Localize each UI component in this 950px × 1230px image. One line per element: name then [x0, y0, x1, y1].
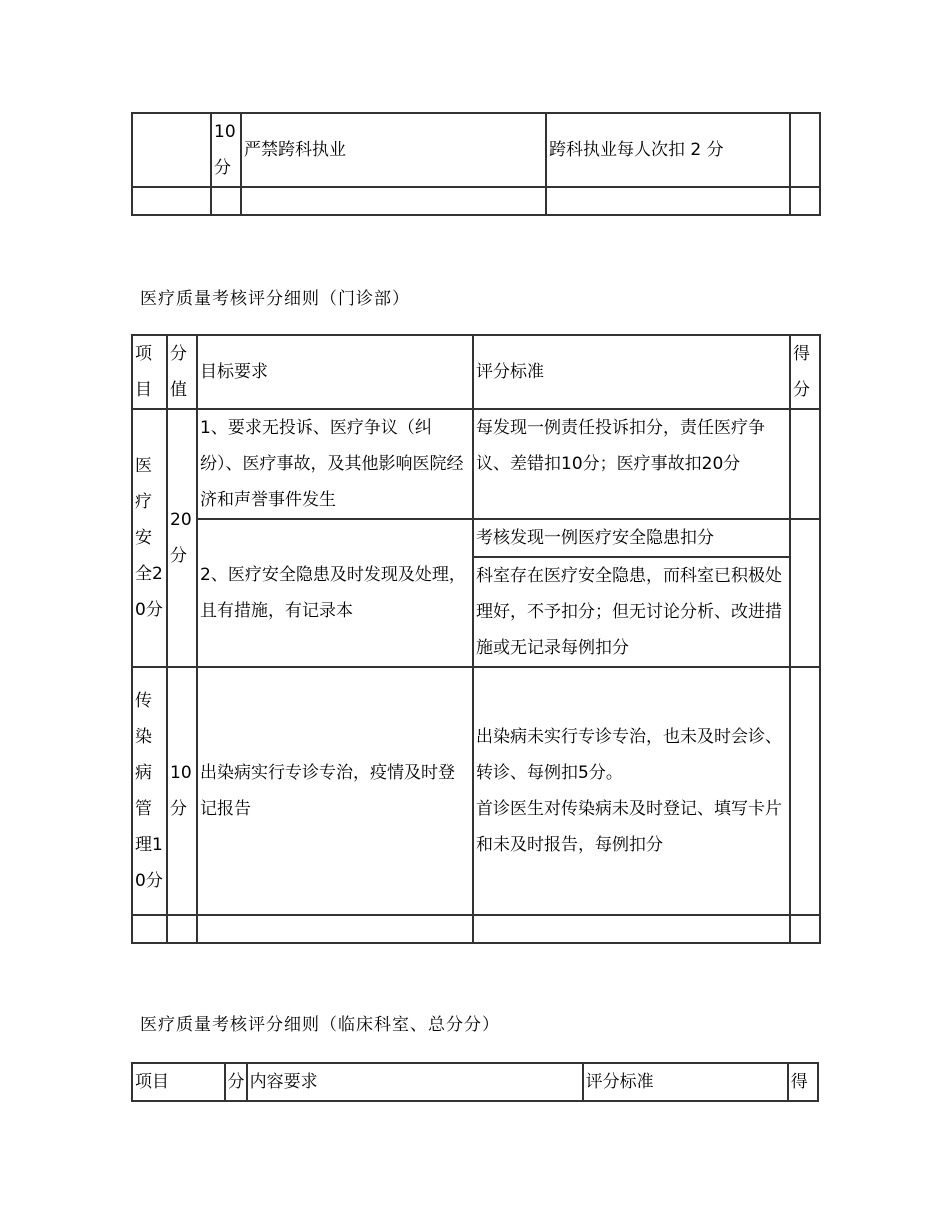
header-content: 内容要求: [247, 1063, 583, 1101]
cell-standard-safety-2a: 考核发现一例医疗安全隐患扣分: [473, 519, 790, 557]
cell-project-infection: 传染病管理10分: [132, 667, 167, 915]
cell-standard-safety-2b: 科室存在医疗安全隐患，而科室已积极处理好，不予扣分；但无讨论分析、改进措施或无记录每例扣分: [473, 557, 790, 667]
section-title-clinical: 医疗质量考核评分细则（临床科室、总分分）: [140, 1015, 500, 1035]
header-score: 分: [225, 1063, 247, 1101]
cell-empty: [167, 915, 197, 943]
section-title-outpatient: 医疗质量考核评分细则（门诊部）: [140, 289, 410, 309]
standard-infection-a: 出染病未实行专诊专治，也未及时会诊、转诊、每例扣5分。: [476, 727, 782, 783]
cell-empty: [211, 187, 241, 215]
cell-project: [132, 113, 211, 187]
standard-infection-b: 首诊医生对传染病未及时登记、填写卡片和未及时报告，每例扣分: [476, 799, 782, 855]
cell-got: [790, 519, 820, 667]
cell-empty: [546, 187, 790, 215]
cell-score-infection: 10分: [167, 667, 197, 915]
cell-score-safety: 20分: [167, 409, 197, 667]
cell-standard-infection: [473, 667, 790, 915]
header-standard: 评分标准: [583, 1063, 788, 1101]
header-project: 项目: [132, 1063, 225, 1101]
cell-goal-infection: 出染病实行专诊专治，疫情及时登记报告: [197, 667, 473, 915]
cell-goal-safety-2: 2、医疗安全隐患及时发现及处理，且有措施，有记录本: [197, 519, 473, 667]
cell-empty: [241, 187, 546, 215]
cell-standard-safety-1: 每发现一例责任投诉扣分，责任医疗争议、差错扣10分；医疗事故扣20分: [473, 409, 790, 519]
cell-empty: [132, 187, 211, 215]
header-goal: 目标要求: [197, 335, 473, 409]
header-project: 项目: [132, 335, 167, 409]
cell-empty: [790, 187, 820, 215]
cell-empty: [473, 915, 790, 943]
cell-got: [790, 409, 820, 519]
cell-empty: [790, 915, 820, 943]
cell-goal-safety-1: 1、要求无投诉、医疗争议（纠纷）、医疗事故，及其他影响医院经济和声誉事件发生: [197, 409, 473, 519]
header-got: 得分: [790, 335, 820, 409]
cell-project-safety: 医疗安全20分: [132, 409, 167, 667]
cell-score: 10分: [211, 113, 241, 187]
table-outpatient: [131, 334, 821, 944]
cell-standard: 跨科执业每人次扣 2 分: [546, 113, 790, 187]
cell-got: [790, 667, 820, 915]
header-standard: 评分标准: [473, 335, 790, 409]
cell-item: 严禁跨科执业: [241, 113, 546, 187]
table-continued: [131, 112, 821, 216]
header-score: 分值: [167, 335, 197, 409]
cell-got: [790, 113, 820, 187]
cell-empty: [132, 915, 167, 943]
cell-empty: [197, 915, 473, 943]
header-got: 得: [788, 1063, 818, 1101]
table-clinical: [131, 1062, 819, 1102]
